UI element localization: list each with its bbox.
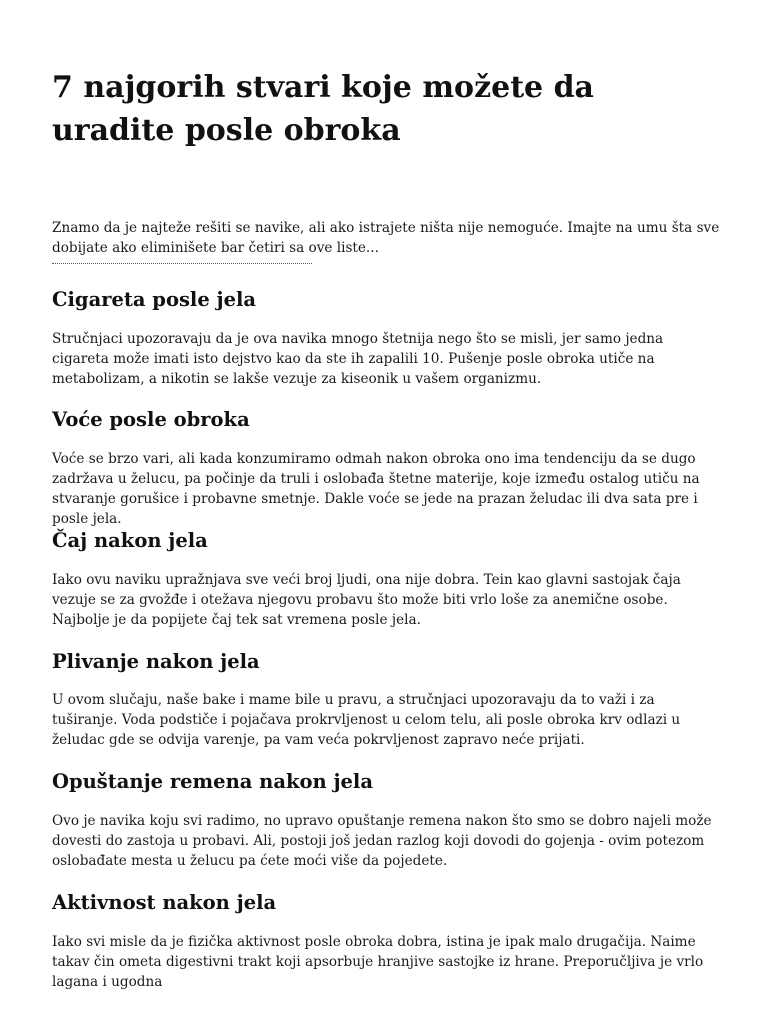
section-heading-remen: Opuštanje remena nakon jela (52, 770, 373, 793)
article-intro: Znamo da je najteže rešiti se navike, ali ako istrajete ništa nije nemoguće. Imajte na umu šta sve dobijate ako eliminišete bar četiri sa ove liste... (52, 220, 720, 256)
section-heading-plivanje: Plivanje nakon jela (52, 650, 260, 673)
section-body-plivanje: U ovom slučaju, naše bake i mame bile u pravu, a stručnjaci upozoravaju da to važi i za tuširanje. Voda podstiče i pojačava prokrvljenost u celom telu, ali posle obroka krv odlazi u želudac gde se odvija varenje, pa vam veća pokrvljenost zapravo neće prijati. (52, 692, 681, 748)
section-heading-voce: Voće posle obroka (52, 408, 250, 431)
section-body-caj: Iako ovu naviku upražnjava sve veći broj ljudi, ona nije dobra. Tein kao glavni sastojak čaja vezuje se za gvožđe i otežava njegovu probavu što može biti vrlo loše za anemične osobe. Najbolje je da popijete čaj tek sat vremena posle jela. (52, 572, 681, 628)
section-body-voce: Voće se brzo vari, ali kada konzumiramo odmah nakon obroka ono ima tendenciju da se dugo zadržava u želucu, pa počinje da truli i oslobađa štetne materije, koje između ostalog utiču na stvaranje gorušice i probavne smetnje. Dakle voće se jede na prazan želudac ili dva sata pre i posle jela. (52, 451, 700, 527)
section-body-aktivnost: Iako svi misle da je fizička aktivnost posle obroka dobra, istina je ipak malo drugačija. Naime takav čin ometa digestivni trakt koji apsorbuje hranjive sastojke iz hrane. Preporučljiva je vrlo lagana i ugodna (52, 934, 704, 990)
section-body-cigareta: Stručnjaci upozoravaju da je ova navika mnogo štetnija nego što se misli, jer samo jedna cigareta može imati isto dejstvo kao da ste ih zapalili 10. Pušenje posle obroka utiče na metabolizam, a nikotin se lakše vezuje za kiseonik u vašem organizmu. (52, 331, 664, 387)
section-body-remen: Ovo je navika koju svi radimo, no upravo opuštanje remena nakon što smo se dobro najeli može dovesti do zastoja u probavi. Ali, postoji još jedan razlog koji dovodi do gojenja - ovim potezom oslobađate mesta u želucu pa ćete moći više da pojedete. (52, 813, 712, 869)
section-heading-aktivnost: Aktivnost nakon jela (52, 891, 277, 914)
section-heading-cigareta: Cigareta posle jela (52, 288, 257, 311)
section-heading-caj: Čaj nakon jela (52, 529, 208, 552)
intro-divider (52, 263, 312, 264)
article-title: 7 najgorih stvari koje možete da uradite posle obroka (52, 70, 594, 148)
